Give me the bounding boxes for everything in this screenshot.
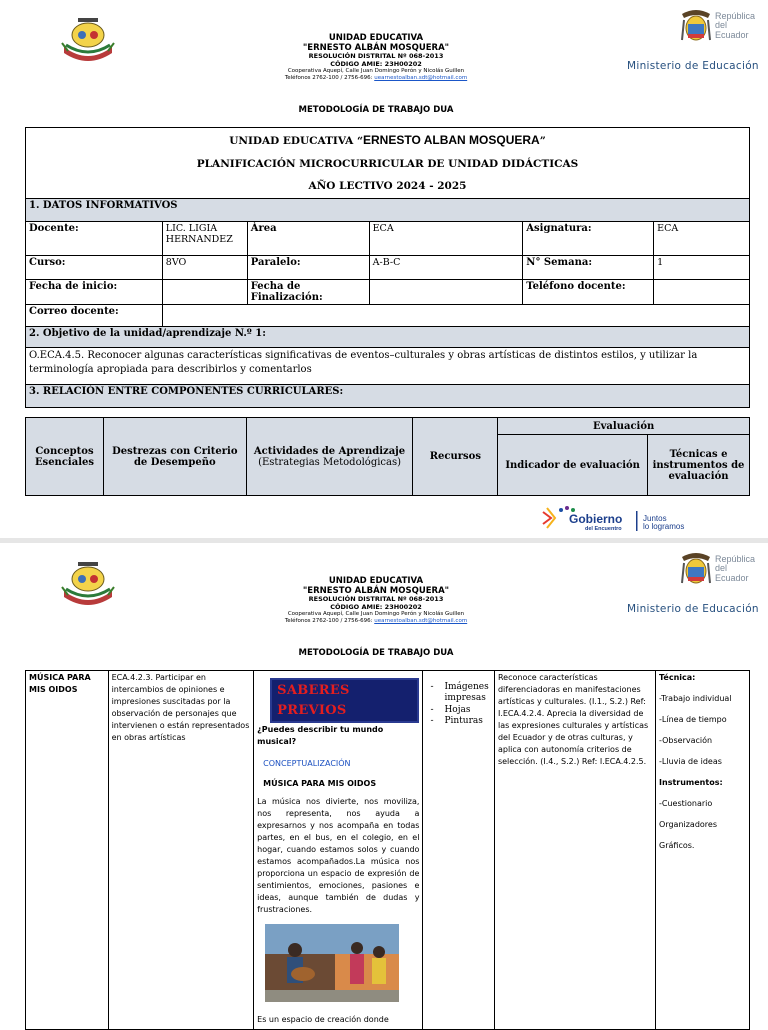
lo-logramos-text: lo logramos: [643, 522, 685, 531]
ecuador-coat-of-arms-icon: [679, 549, 713, 589]
instrumento-item: Gráficos.: [659, 841, 695, 850]
recursos-list: [426, 682, 491, 727]
recurso-item: - Imágenes impresas: [444, 682, 491, 705]
col-conceptos: Conceptos Esenciales: [26, 418, 104, 496]
planning-subtitle: PLANIFICACIÓN MICROCURRICULAR DE UNIDAD DIDÁCTICAS: [196, 157, 579, 170]
juntos-text: Juntos: [643, 514, 667, 523]
curso-value: 8VO: [162, 255, 247, 279]
school-name-line2: "ERNESTO ALBÁN MOSQUERA": [302, 586, 450, 597]
school-year: AÑO LECTIVO 2024 - 2025: [308, 180, 467, 193]
phone-line: [200, 75, 552, 81]
school-crest-logo: [58, 557, 118, 609]
tecnica-label: Técnica:: [659, 673, 696, 682]
school-name-line2: "ERNESTO ALBÁN MOSQUERA": [302, 43, 450, 54]
tecnica-item: -Observación: [659, 736, 713, 745]
section-relacion: 3. RELACIÓN ENTRE COMPONENTES CURRICULARES:: [26, 384, 750, 407]
phones-text: Teléfonos 2762-100 / 2756-696:: [284, 617, 373, 624]
republica-text: [715, 12, 755, 40]
components-content-table: [25, 670, 750, 1030]
semana-label: N° Semana:: [523, 255, 654, 279]
republica-line1: República: [715, 11, 756, 21]
tecnicas-cell: [656, 671, 750, 1030]
objective-text: O.ECA.4.5. Reconocer algunas características significativas de eventos–culturales y obras artísticas de distintos estilos, y utilizar la terminología apropiada para describirlos y comentarlos: [26, 347, 750, 384]
school-header: [200, 33, 552, 81]
music-photo-image: [265, 924, 399, 1002]
activity-body: La música nos divierte, nos moviliza, nos representa, nos ayuda a expresarnos y nos acompaña en todas partes, en el bus, en el colegio, en el hogar, cuando estamos solos y cuando estamos acompañados.La música nos proporciona un espacio de expresión de sentimientos, emociones, pasiones e ideas, aunque también de dudas y frustraciones.: [257, 797, 420, 914]
section-datos-informativos: 1. DATOS INFORMATIVOS: [26, 198, 750, 221]
republica-text: [715, 555, 755, 583]
tecnica-item: -Trabajo individual: [659, 694, 732, 703]
telefono-label: Teléfono docente:: [523, 279, 654, 304]
concepto-cell: MÚSICA PARA MIS OIDOS: [26, 671, 109, 1030]
page-2: [0, 543, 768, 1024]
instrumento-item: Organizadores: [659, 820, 718, 829]
phone-line: [200, 618, 552, 624]
phones-text: Teléfonos 2762-100 / 2756-696:: [284, 74, 373, 81]
components-header-table: [25, 417, 750, 496]
gobierno-del-encuentro-logo: [541, 504, 706, 532]
address-text: Cooperativa Aquepí, Calle Juan Domingo Perón y Nicolás Guillen: [287, 68, 465, 75]
col-tecnicas: Técnicas e instrumentos de evaluación: [648, 435, 750, 496]
address-text: Cooperativa Aquepí, Calle Juan Domingo Perón y Nicolás Guillen: [287, 611, 465, 618]
col-recursos: Recursos: [413, 418, 498, 496]
republica-block: [679, 6, 756, 50]
amie-code: CÓDIGO AMIE: 23H00202: [330, 59, 422, 68]
paralelo-value: A-B-C: [369, 255, 523, 279]
col-evaluacion: Evaluación: [498, 418, 750, 435]
gobierno-text: Gobierno: [569, 512, 623, 526]
email-link[interactable]: uearnestoalban.sdt@hotmail.com: [374, 74, 468, 81]
asignatura-label: Asignatura:: [523, 221, 654, 255]
col-destrezas: Destrezas con Criterio de Desempeño: [103, 418, 246, 496]
curso-label: Curso:: [26, 255, 163, 279]
school-header: [200, 576, 552, 624]
republica-block: [679, 549, 756, 593]
republica-line2: del Ecuador: [715, 563, 749, 583]
actividades-cell: [254, 671, 423, 1030]
del-encuentro-text: del Encuentro: [585, 526, 622, 532]
school-crest-logo: [58, 13, 118, 65]
email-link[interactable]: uearnestoalban.sdt@hotmail.com: [374, 617, 468, 624]
planning-title-block: [26, 128, 750, 199]
amie-code: CÓDIGO AMIE: 23H00202: [330, 602, 422, 611]
fecha-fin-value: [369, 279, 523, 304]
tecnica-item: -Línea de tiempo: [659, 715, 727, 724]
instrumentos-label: Instrumentos:: [659, 778, 723, 787]
conceptualizacion-heading: CONCEPTUALIZACIÓN: [263, 759, 351, 768]
school-name-line1: UNIDAD EDUCATIVA: [328, 576, 424, 586]
telefono-value: [654, 279, 750, 304]
recursos-cell: [423, 671, 495, 1030]
ecuador-coat-of-arms-icon: [679, 6, 713, 46]
col-actividades-sub: (Estrategias Metodológicas): [258, 456, 402, 468]
ministerio-label: Ministerio de Educación: [627, 60, 759, 72]
methodology-title: METODOLOGÍA DE TRABAJO DUA: [298, 105, 454, 115]
fecha-inicio-label: Fecha de inicio:: [26, 279, 163, 304]
title-prefix: UNIDAD EDUCATIVA “: [229, 135, 364, 147]
section-objetivo: 2. Objetivo de la unidad/aprendizaje N.º 1:: [26, 326, 750, 347]
recurso-item: - Pinturas: [444, 716, 491, 727]
indicador-cell: Reconoce características diferenciadoras en manifestaciones artísticas y culturales. (I.1., S.2.) Ref: I.ECA.4.2.4. Aprecia la diversidad de las expresiones culturales y artísticas del Ecuador y de otras culturas, y aplica con autonomía criterios de selección. (I.4., S.2.) Ref: I.ECA.4.2.5.: [494, 671, 655, 1030]
paralelo-label: Paralelo:: [247, 255, 369, 279]
title-school-name: ERNESTO ALBAN MOSQUERA: [363, 133, 540, 147]
docente-label: Docente:: [26, 221, 163, 255]
republica-line2: del Ecuador: [715, 20, 749, 40]
saberes-previos-banner: SABERES PREVIOS: [270, 678, 419, 723]
instrumento-item: -Cuestionario: [659, 799, 713, 808]
fecha-inicio-value: [162, 279, 247, 304]
correo-label: Correo docente:: [26, 304, 163, 326]
republica-line1: República: [715, 554, 756, 564]
asignatura-value: ECA: [654, 221, 750, 255]
fecha-fin-label: Fecha de Finalización:: [247, 279, 369, 304]
area-label: Área: [247, 221, 369, 255]
col-indicador: Indicador de evaluación: [498, 435, 648, 496]
resolution-text: RESOLUCIÓN DISTRITAL Nº 068-2013: [308, 595, 444, 604]
destreza-cell: ECA.4.2.3. Participar en intercambios de opiniones e impresiones suscitadas por la observación de personajes que intervienen o están representados en obras artísticas: [108, 671, 254, 1030]
col-actividades: [246, 418, 413, 496]
docente-value: LIC. LIGIA HERNANDEZ: [162, 221, 247, 255]
tecnica-item: -Lluvia de ideas: [659, 757, 722, 766]
school-name-line1: UNIDAD EDUCATIVA: [328, 33, 424, 43]
planning-table: [25, 127, 750, 408]
correo-value: [162, 304, 749, 326]
planning-title: [26, 130, 749, 155]
area-value: ECA: [369, 221, 523, 255]
recurso-item: - Hojas: [444, 705, 491, 716]
col-actividades-title: Actividades de Aprendizaje: [253, 445, 406, 457]
activity-title: MÚSICA PARA MIS OIDOS: [263, 779, 377, 788]
ministerio-label: Ministerio de Educación: [627, 603, 759, 615]
activity-tail: Es un espacio de creación donde: [257, 1015, 389, 1024]
methodology-title: METODOLOGÍA DE TRABAJO DUA: [298, 648, 454, 658]
resolution-text: RESOLUCIÓN DISTRITAL Nº 068-2013: [308, 52, 444, 61]
semana-value: 1: [654, 255, 750, 279]
title-suffix: ”: [539, 135, 546, 147]
warmup-question: ¿Puedes describir tu mundo musical?: [257, 725, 384, 746]
